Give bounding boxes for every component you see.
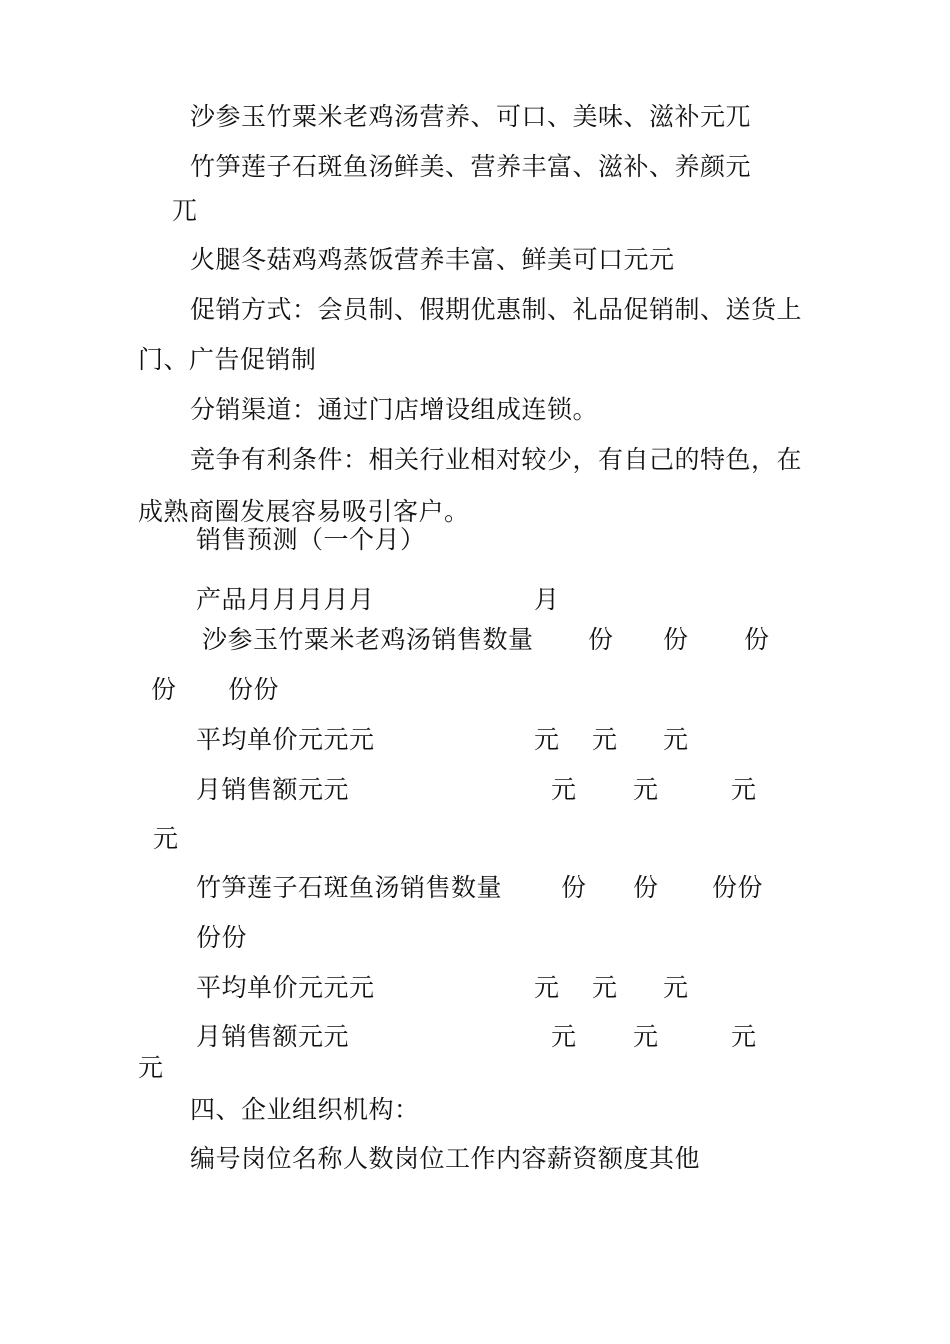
fish-soup-monthly-sales-cell: 元 — [731, 1022, 757, 1051]
fish-soup-unit-price-cell: 元 — [592, 973, 618, 1002]
fish-soup-monthly-sales-cell: 元 — [551, 1022, 577, 1051]
chicken-soup-quantity-cell: 份 — [663, 625, 689, 654]
section-heading-organization: 四、企业组织机构： — [190, 1095, 420, 1124]
promotion-methods: 促销方式：会员制、假期优惠制、礼品促销制、送货上 — [190, 295, 803, 324]
chicken-soup-quantity-label: 沙参玉竹粟米老鸡汤销售数量 — [202, 625, 534, 654]
fish-soup-quantity-cell: 份份 — [196, 923, 248, 952]
fish-soup-unit-price-cell: 元 — [663, 973, 689, 1002]
fish-soup-quantity-label: 竹笋莲子石斑鱼汤销售数量 — [196, 873, 503, 902]
fish-soup-monthly-sales-label: 月销售额元元 — [196, 1022, 350, 1051]
fish-soup-quantity-cell: 份份 — [712, 873, 764, 902]
chicken-soup-unit-price-label: 平均单价元元元 — [196, 725, 375, 754]
forecast-header-row: 产品月月月月月 — [196, 585, 375, 614]
distribution-channel: 分销渠道：通过门店增设组成连锁。 — [190, 395, 599, 424]
organization-table-header: 编号岗位名称人数岗位工作内容薪资额度其他 — [190, 1144, 701, 1173]
sales-forecast-heading: 销售预测（一个月） — [196, 525, 426, 554]
fish-soup-monthly-sales-cell: 元 — [138, 1053, 164, 1082]
competitive-advantage-cont: 成熟商圈发展容易吸引客户。 — [138, 497, 470, 526]
chicken-soup-monthly-sales-cell: 元 — [731, 775, 757, 804]
product-line-fish-soup: 竹笋莲子石斑鱼汤鲜美、营养丰富、滋补、养颜元 — [190, 152, 752, 181]
fish-soup-unit-price-label: 平均单价元元元 — [196, 973, 375, 1002]
chicken-soup-unit-price-cell: 元 — [663, 725, 689, 754]
chicken-soup-quantity-cell: 份份 — [228, 675, 280, 704]
chicken-soup-unit-price-cell: 元 — [534, 725, 560, 754]
fish-soup-quantity-cell: 份 — [561, 873, 587, 902]
chicken-soup-unit-price-cell: 元 — [592, 725, 618, 754]
chicken-soup-monthly-sales-cell: 元 — [153, 824, 179, 853]
chicken-soup-quantity-cell: 份 — [151, 675, 177, 704]
product-line-rice: 火腿冬菇鸡鸡蒸饭营养丰富、鲜美可口元元 — [190, 245, 675, 274]
chicken-soup-quantity-cell: 份 — [744, 625, 770, 654]
chicken-soup-monthly-sales-label: 月销售额元元 — [196, 775, 350, 804]
competitive-advantage: 竞争有利条件：相关行业相对较少，有自己的特色，在 — [190, 445, 803, 474]
fish-soup-quantity-cell: 份 — [633, 873, 659, 902]
fish-soup-unit-price-cell: 元 — [534, 973, 560, 1002]
forecast-header-month: 月 — [534, 585, 560, 614]
product-line-fish-soup-cont: 兀 — [172, 196, 198, 225]
chicken-soup-monthly-sales-cell: 元 — [633, 775, 659, 804]
chicken-soup-monthly-sales-cell: 元 — [551, 775, 577, 804]
promotion-methods-cont: 门、广告促销制 — [138, 345, 317, 374]
fish-soup-monthly-sales-cell: 元 — [633, 1022, 659, 1051]
chicken-soup-quantity-cell: 份 — [588, 625, 614, 654]
product-line-chicken-soup: 沙参玉竹粟米老鸡汤营养、可口、美味、滋补元兀 — [190, 102, 752, 131]
